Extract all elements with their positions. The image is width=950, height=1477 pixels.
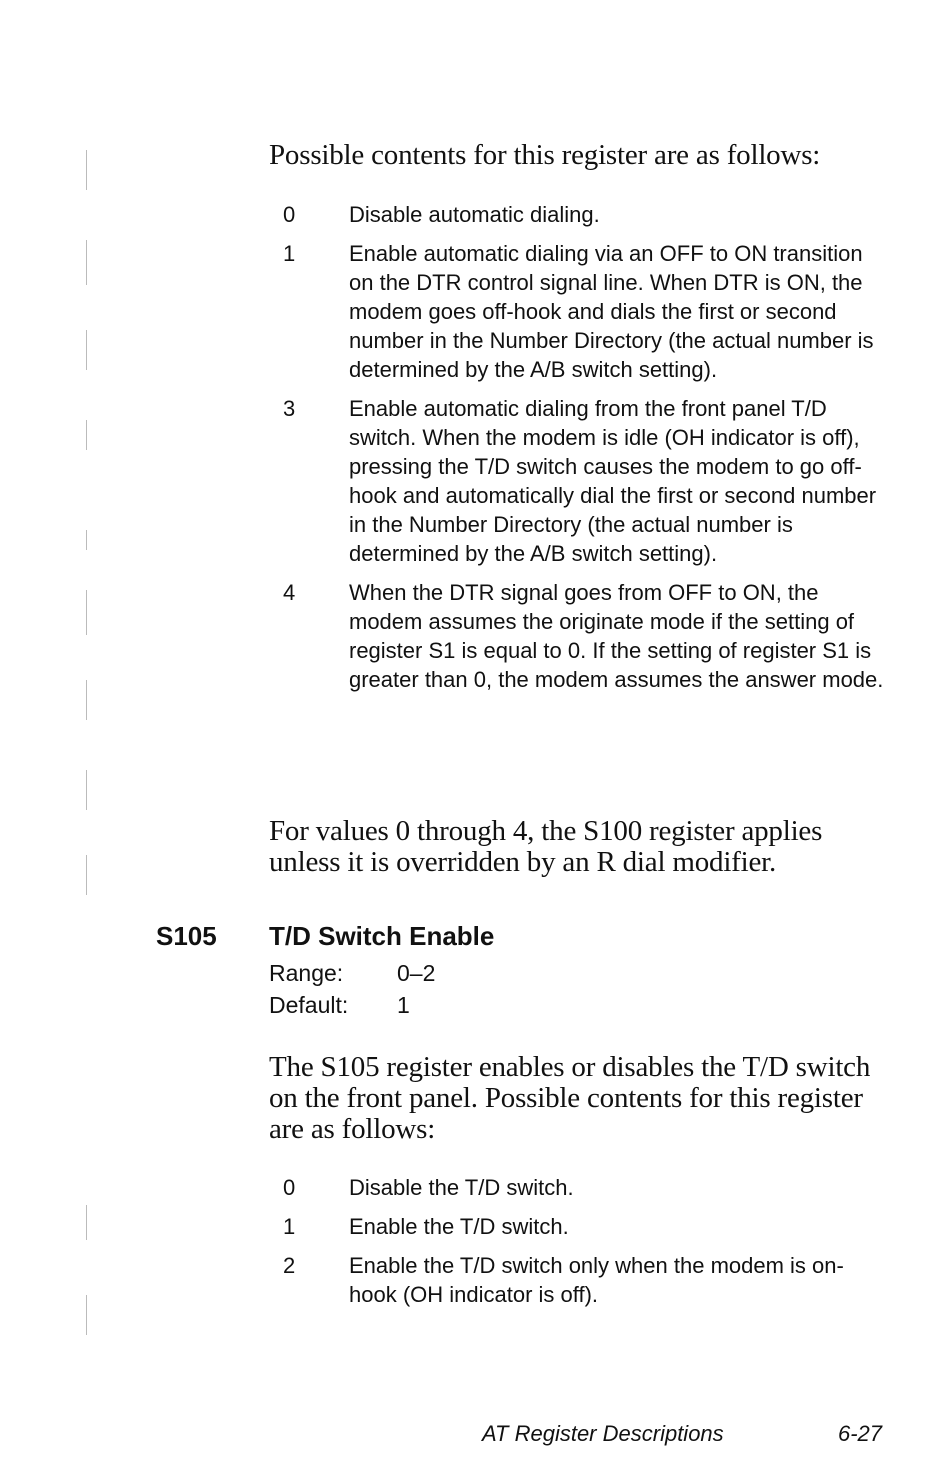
range-value: 0–2: [397, 960, 436, 986]
s100-note-paragraph: For values 0 through 4, the S100 register applies unless it is overridden by an R dial modifier.: [269, 815, 823, 878]
list-item: [283, 1173, 888, 1202]
list-item: [283, 578, 888, 694]
option-text: When the DTR signal goes from OFF to ON, the modem assumes the originate mode if the setting of register S1 is equal to 0. If the setting of register S1 is greater than 0, the modem assumes the answer mode.: [349, 580, 884, 692]
option-text: Disable automatic dialing.: [349, 202, 600, 227]
option-number: 1: [283, 241, 296, 266]
option-text: Enable the T/D switch.: [349, 1214, 569, 1239]
register-title: T/D Switch Enable: [269, 921, 495, 951]
option-text: Enable automatic dialing via an OFF to ON transition on the DTR control signal line. When DTR is ON, the modem goes off-hook and dials the first or second number in the Number Directory (the actual number is determined by the A/B switch setting).: [349, 241, 874, 382]
range-row: [269, 957, 435, 989]
option-number: 3: [283, 396, 296, 421]
list-item: [283, 1251, 888, 1309]
autodial-options-list: [283, 200, 888, 704]
option-text: Disable the T/D switch.: [349, 1175, 574, 1200]
list-item: [283, 200, 888, 229]
default-value: 1: [397, 992, 410, 1018]
list-item: [283, 394, 888, 568]
option-number: 0: [283, 1175, 296, 1200]
option-number: 1: [283, 1214, 296, 1239]
footer-page-number: 6-27: [838, 1421, 883, 1446]
option-number: 4: [283, 580, 296, 605]
option-text: Enable the T/D switch only when the modem is on-hook (OH indicator is off).: [349, 1253, 844, 1307]
footer-section-title: AT Register Descriptions: [482, 1421, 724, 1446]
range-label: Range:: [269, 960, 344, 986]
binding-margin-marks: [80, 40, 100, 1420]
intro-paragraph: Possible contents for this register are as follows:: [269, 139, 821, 171]
list-item: [283, 1212, 888, 1241]
option-number: 2: [283, 1253, 296, 1278]
option-number: 0: [283, 202, 296, 227]
td-switch-options-list: [283, 1173, 888, 1319]
option-text: Enable automatic dialing from the front panel T/D switch. When the modem is idle (OH indicator is off), pressing the T/D switch causes the modem to go off-hook and automatically dial the first or second number in the Number Directory (the actual number is determined by the A/B switch setting).: [349, 396, 877, 566]
default-label: Default:: [269, 992, 349, 1018]
register-description: The S105 register enables or disables the T/D switch on the front panel. Possible contents for this register are as follows:: [269, 1051, 871, 1145]
register-meta: [269, 957, 435, 1021]
default-row: [269, 989, 435, 1021]
list-item: [283, 239, 888, 384]
register-number: S105: [156, 921, 217, 951]
